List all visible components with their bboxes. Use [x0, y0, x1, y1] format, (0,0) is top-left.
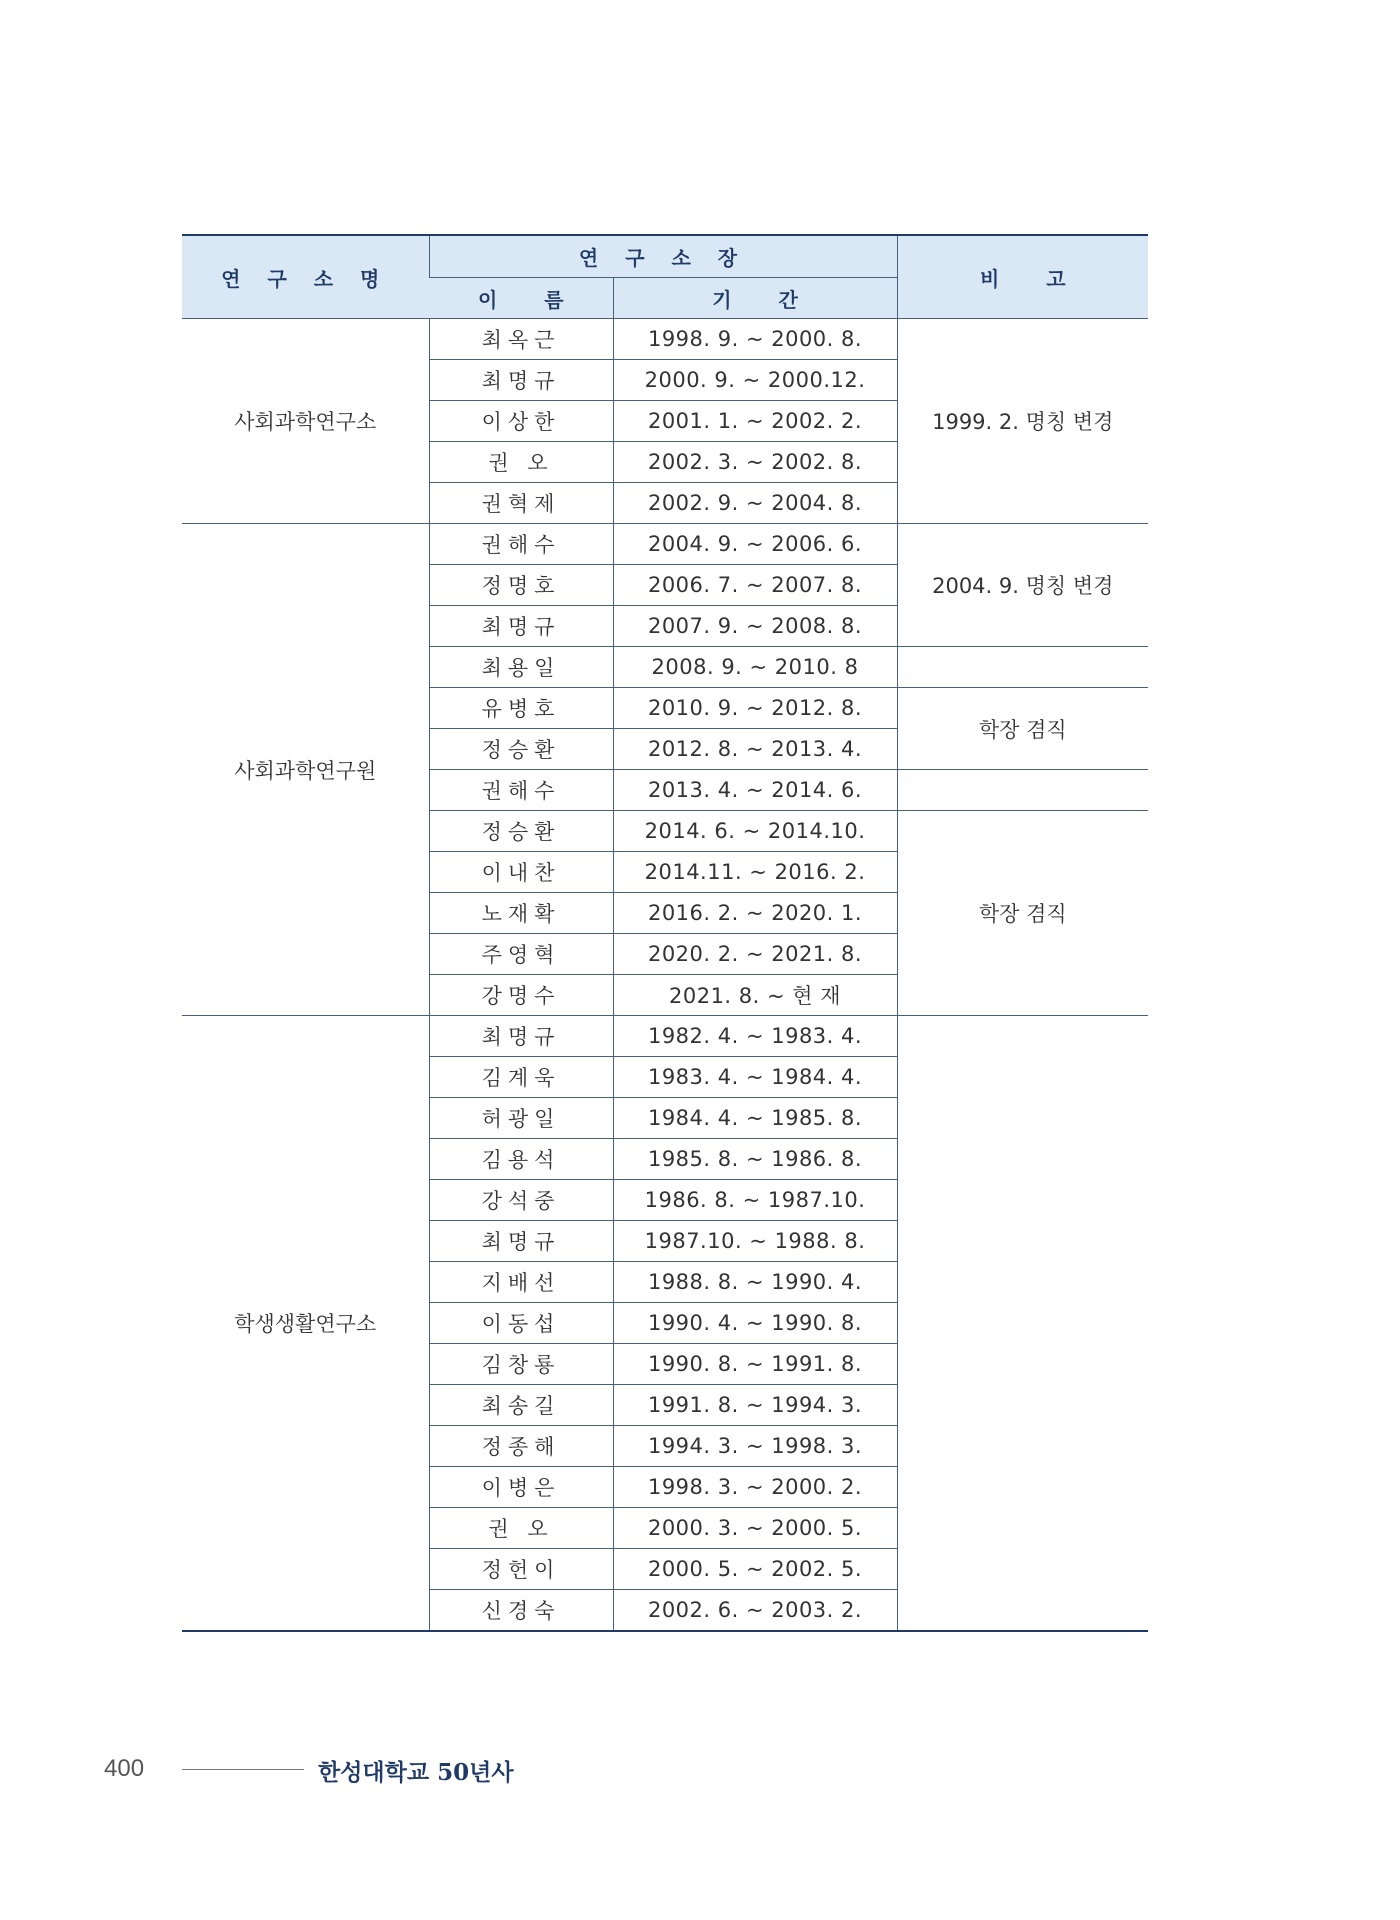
term-period: 2007. 9. ~ 2008. 8. — [613, 606, 897, 647]
director-name: 이동섭 — [429, 1303, 613, 1344]
director-name: 최명규 — [429, 360, 613, 401]
term-period: 1990. 4. ~ 1990. 8. — [613, 1303, 897, 1344]
director-name: 이내찬 — [429, 852, 613, 893]
term-period: 1983. 4. ~ 1984. 4. — [613, 1057, 897, 1098]
director-name: 이상한 — [429, 401, 613, 442]
table-row — [182, 319, 1148, 360]
director-name: 최옥근 — [429, 319, 613, 360]
term-period: 2000. 9. ~ 2000.12. — [613, 360, 897, 401]
remark-cell: 1999. 2. 명칭 변경 — [897, 319, 1148, 524]
director-name: 권해수 — [429, 770, 613, 811]
remark-cell: 2004. 9. 명칭 변경 — [897, 524, 1148, 647]
director-name: 유병호 — [429, 688, 613, 729]
director-name: 노재확 — [429, 893, 613, 934]
director-name: 최송길 — [429, 1385, 613, 1426]
term-period: 2016. 2. ~ 2020. 1. — [613, 893, 897, 934]
director-name: 김용석 — [429, 1139, 613, 1180]
term-period: 2004. 9. ~ 2006. 6. — [613, 524, 897, 565]
term-period: 1998. 9. ~ 2000. 8. — [613, 319, 897, 360]
term-period: 2000. 3. ~ 2000. 5. — [613, 1508, 897, 1549]
director-name: 김계욱 — [429, 1057, 613, 1098]
term-period: 2014.11. ~ 2016. 2. — [613, 852, 897, 893]
table-row — [182, 524, 1148, 565]
header-note: 비 고 — [897, 235, 1148, 319]
director-name: 지배선 — [429, 1262, 613, 1303]
director-name: 정승환 — [429, 729, 613, 770]
header-period: 기 간 — [613, 278, 897, 319]
director-name: 주영혁 — [429, 934, 613, 975]
director-name: 정명호 — [429, 565, 613, 606]
term-period: 2008. 9. ~ 2010. 8 — [613, 647, 897, 688]
director-name: 이병은 — [429, 1467, 613, 1508]
director-name: 최명규 — [429, 1016, 613, 1057]
term-period: 1998. 3. ~ 2000. 2. — [613, 1467, 897, 1508]
term-period: 2002. 6. ~ 2003. 2. — [613, 1590, 897, 1632]
remark-cell — [897, 770, 1148, 811]
page-number: 400 — [104, 1755, 145, 1782]
term-period: 2013. 4. ~ 2014. 6. — [613, 770, 897, 811]
remark-cell: 학장 겸직 — [897, 811, 1148, 1016]
institute-name: 사회과학연구원 — [182, 524, 429, 1016]
header-director: 연 구 소 장 — [429, 235, 897, 278]
director-name: 정승환 — [429, 811, 613, 852]
table-header — [182, 235, 1148, 319]
term-period: 2012. 8. ~ 2013. 4. — [613, 729, 897, 770]
footer-rule — [182, 1769, 304, 1770]
director-name: 강명수 — [429, 975, 613, 1016]
director-name: 최명규 — [429, 606, 613, 647]
director-name: 최용일 — [429, 647, 613, 688]
director-name: 최명규 — [429, 1221, 613, 1262]
director-name: 정헌이 — [429, 1549, 613, 1590]
term-period: 2021. 8. ~ 현 재 — [613, 975, 897, 1016]
term-period: 1990. 8. ~ 1991. 8. — [613, 1344, 897, 1385]
director-name: 강석중 — [429, 1180, 613, 1221]
term-period: 2010. 9. ~ 2012. 8. — [613, 688, 897, 729]
term-period: 1991. 8. ~ 1994. 3. — [613, 1385, 897, 1426]
term-period: 1988. 8. ~ 1990. 4. — [613, 1262, 897, 1303]
term-period: 2001. 1. ~ 2002. 2. — [613, 401, 897, 442]
remark-cell: 학장 겸직 — [897, 688, 1148, 770]
institute-name: 학생생활연구소 — [182, 1016, 429, 1632]
term-period: 1985. 8. ~ 1986. 8. — [613, 1139, 897, 1180]
term-period: 1986. 8. ~ 1987.10. — [613, 1180, 897, 1221]
director-name: 신경숙 — [429, 1590, 613, 1632]
term-period: 1987.10. ~ 1988. 8. — [613, 1221, 897, 1262]
director-name: 허광일 — [429, 1098, 613, 1139]
term-period: 2000. 5. ~ 2002. 5. — [613, 1549, 897, 1590]
director-name: 정종해 — [429, 1426, 613, 1467]
remark-cell — [897, 1016, 1148, 1632]
table-body — [182, 319, 1148, 1632]
director-name: 권해수 — [429, 524, 613, 565]
term-period: 2014. 6. ~ 2014.10. — [613, 811, 897, 852]
term-period: 2002. 3. ~ 2002. 8. — [613, 442, 897, 483]
director-name: 김창룡 — [429, 1344, 613, 1385]
table-row — [182, 1016, 1148, 1057]
term-period: 2002. 9. ~ 2004. 8. — [613, 483, 897, 524]
term-period: 2006. 7. ~ 2007. 8. — [613, 565, 897, 606]
term-period: 2020. 2. ~ 2021. 8. — [613, 934, 897, 975]
term-period: 1994. 3. ~ 1998. 3. — [613, 1426, 897, 1467]
term-period: 1984. 4. ~ 1985. 8. — [613, 1098, 897, 1139]
director-name: 권혁제 — [429, 483, 613, 524]
remark-cell — [897, 647, 1148, 688]
header-institute: 연 구 소 명 — [182, 235, 429, 319]
director-name: 권 오 — [429, 442, 613, 483]
book-title: 한성대학교 50년사 — [318, 1759, 514, 1786]
term-period: 1982. 4. ~ 1983. 4. — [613, 1016, 897, 1057]
header-name: 이 름 — [429, 278, 613, 319]
institute-name: 사회과학연구소 — [182, 319, 429, 524]
director-name: 권 오 — [429, 1508, 613, 1549]
directors-table — [182, 234, 1148, 1632]
